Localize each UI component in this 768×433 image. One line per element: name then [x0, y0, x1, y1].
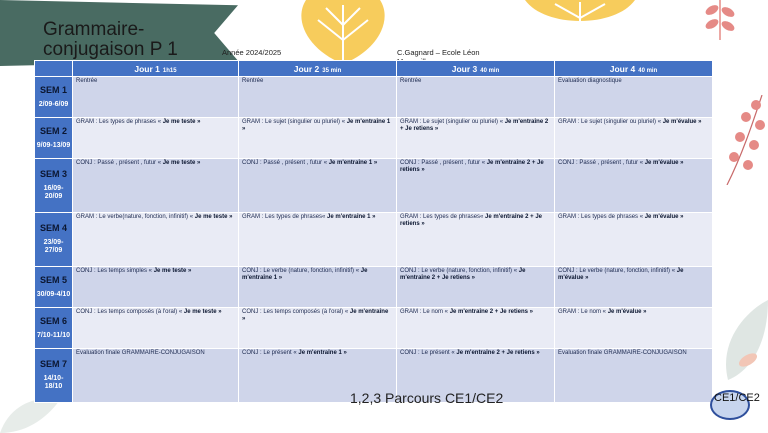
lesson-cell: GRAM : Les types de phrases « Je me teste »: [73, 117, 239, 158]
week-row-5: [35, 267, 713, 308]
schedule-table: [34, 60, 713, 403]
leaf-decoration-bottom-right: [718, 300, 768, 380]
lesson-cell: GRAM : Le sujet (singulier ou pluriel) « Je m'entraîne 2 + Je retiens »: [397, 117, 555, 158]
corner-header: [35, 61, 73, 77]
week-row-2: [35, 117, 713, 158]
week-label: SEM 7 14/10-18/10: [35, 348, 73, 402]
lesson-cell: Rentrée: [397, 77, 555, 118]
week-label: SEM 5 30/09-4/10: [35, 267, 73, 308]
author-school: C.Gagnard – Ecole Léon: [397, 48, 480, 57]
yellow-leaf-decoration-right: [515, 0, 645, 30]
week-label: SEM 3 16/09-20/09: [35, 158, 73, 212]
lesson-cell: CONJ : Passé , présent , futur « Je m'entraîne 2 + Je retiens »: [397, 158, 555, 212]
column-header-day-1: Jour 1 1h15: [73, 61, 239, 77]
column-header-day-2: Jour 2 35 min: [239, 61, 397, 77]
week-row-1: [35, 77, 713, 118]
yellow-leaf-decoration-left: [288, 0, 398, 64]
column-header-day-3: Jour 3 40 min: [397, 61, 555, 77]
lesson-cell: Evaluation diagnostique: [555, 77, 713, 118]
lesson-cell: GRAM : Les types de phrases « Je m'évalue »: [555, 212, 713, 266]
pink-branch-decoration-top: [690, 0, 750, 40]
lesson-cell: CONJ : Passé , présent , futur « Je m'évalue »: [555, 158, 713, 212]
lesson-cell: CONJ : Le verbe (nature, fonction, infinitif) « Je m'entraîne 2 + Je retiens »: [397, 267, 555, 308]
lesson-cell: GRAM : Les types de phrases« Je m'entraîne 1 »: [239, 212, 397, 266]
header-row: [35, 61, 713, 77]
pink-berry-decoration-right: [722, 95, 768, 185]
lesson-cell: CONJ : Le présent « Je m'entraîne 1 »: [239, 348, 397, 402]
lesson-cell: CONJ : Passé , présent , futur « Je m'entraîne 1 »: [239, 158, 397, 212]
level-badge: CE1/CE2: [710, 390, 750, 420]
lesson-cell: Rentrée: [239, 77, 397, 118]
lesson-cell: GRAM : Le sujet (singulier ou pluriel) « Je m'évalue »: [555, 117, 713, 158]
column-header-day-4: Jour 4 40 min: [555, 61, 713, 77]
lesson-cell: CONJ : Le présent « Je m'entraîne 2 + Je retiens »: [397, 348, 555, 402]
lesson-cell: CONJ : Le verbe (nature, fonction, infinitif) « Je m'entraîne 1 »: [239, 267, 397, 308]
lesson-cell: CONJ : Les temps composés (à l'oral) « Je me teste »: [73, 307, 239, 348]
lesson-cell: Evaluation finale GRAMMAIRE-CONJUGAISON: [73, 348, 239, 402]
lesson-cell: CONJ : Les temps simples « Je me teste »: [73, 267, 239, 308]
week-label: SEM 6 7/10-11/10: [35, 307, 73, 348]
week-label: SEM 4 23/09-27/09: [35, 212, 73, 266]
week-row-3: [35, 158, 713, 212]
lesson-cell: CONJ : Passé , présent , futur « Je me teste »: [73, 158, 239, 212]
lesson-cell: CONJ : Le verbe (nature, fonction, infinitif) « Je m'évalue »: [555, 267, 713, 308]
school-year: Année 2024/2025: [222, 48, 282, 57]
lesson-cell: GRAM : Le verbe(nature, fonction, infinitif) « Je me teste »: [73, 212, 239, 266]
lesson-cell: GRAM : Les types de phrases« Je m'entraîne 2 + Je retiens »: [397, 212, 555, 266]
week-label: SEM 2 9/09-13/09: [35, 117, 73, 158]
lesson-cell: CONJ : Les temps composés (à l'oral) « Je m'entraîne »: [239, 307, 397, 348]
lesson-cell: GRAM : Le nom « Je m'évalue »: [555, 307, 713, 348]
page-title: Grammaire-conjugaison P 1: [43, 19, 178, 60]
lesson-cell: GRAM : Le sujet (singulier ou pluriel) « Je m'entraîne 1 »: [239, 117, 397, 158]
lesson-cell: Rentrée: [73, 77, 239, 118]
week-label: SEM 1 2/09-6/09: [35, 77, 73, 118]
week-row-4: [35, 212, 713, 266]
parcours-label: 1,2,3 Parcours CE1/CE2: [350, 390, 504, 406]
week-row-6: [35, 307, 713, 348]
lesson-cell: GRAM : Le nom « Je m'entraîne 2 + Je retiens »: [397, 307, 555, 348]
lesson-cell: Evaluation finale GRAMMAIRE-CONJUGAISON: [555, 348, 713, 402]
